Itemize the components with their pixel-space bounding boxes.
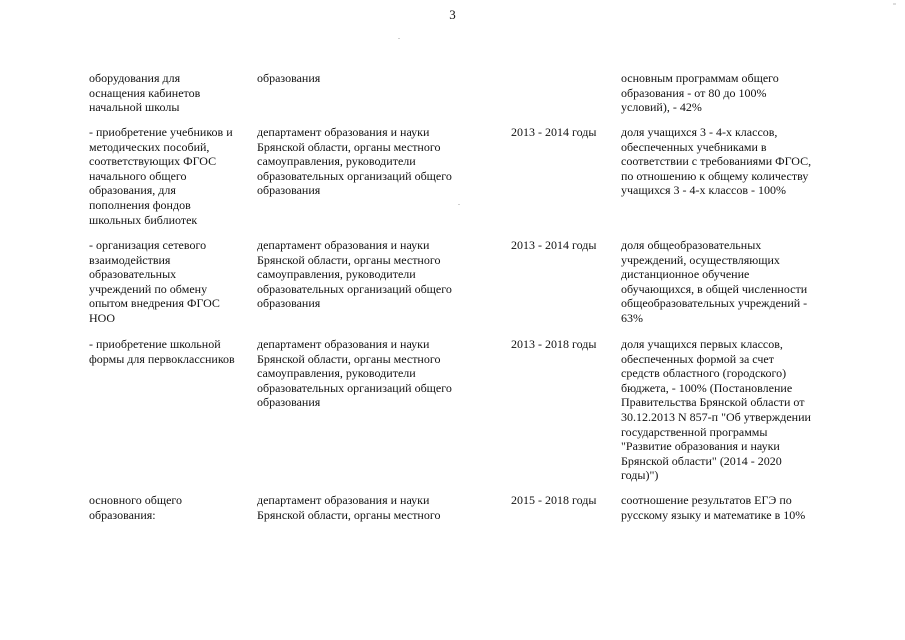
period-cell: 2013 - 2014 годы [511, 238, 597, 252]
indicator-cell: соотношение результатов ЕГЭ по русскому языку и математике в 10% [621, 493, 806, 522]
executor-cell: департамент образования и науки Брянской области, органы местного [257, 493, 441, 522]
indicator-cell: доля учащихся первых классов, обеспеченных формой за счет средств областного (городского) бюджета, - 100% (Постановление Правительства Брянской области от 30.12.2013 N 857-п "Об утверждении государственной программы "Развитие образования и науки Брянской области" (2014 - 2020 годы)") [621, 337, 811, 483]
page-number: 3 [449, 7, 456, 22]
period-cell: 2013 - 2018 годы [511, 337, 597, 351]
executor-cell: образования [257, 71, 321, 85]
measure-cell: - организация сетевого взаимодействия образовательных учреждений по обмену опытом внедрения ФГОС НОО [89, 238, 220, 325]
executor-cell: департамент образования и науки Брянской области, органы местного самоуправления, руководители образовательных организаций общего образования [257, 337, 452, 410]
measure-cell: - приобретение школьной формы для первоклассников [89, 337, 235, 366]
indicator-cell: доля общеобразовательных учреждений, осуществляющих дистанционное обучение обучающихся, в общей численности общеобразовательных учреждений - 63% [621, 238, 808, 325]
indicator-cell: доля учащихся 3 - 4-х классов, обеспеченных учебниками в соответствии с требованиями ФГОС, по отношению к общему количеству учащихся 3 - 4-х классов - 100% [621, 125, 812, 198]
scan-speck [398, 38, 400, 39]
period-cell: 2015 - 2018 годы [511, 493, 597, 507]
indicator-cell: основным программам общего образования - от 80 до 100% условий), - 42% [621, 71, 779, 115]
period-cell: 2013 - 2014 годы [511, 125, 597, 139]
measure-cell: оборудования для оснащения кабинетов начальной школы [89, 71, 201, 115]
scan-speck [893, 3, 896, 5]
measure-cell: основного общего образования: [89, 493, 183, 522]
measure-cell: - приобретение учебников и методических пособий, соответствующих ФГОС начального общего образования, для пополнения фондов школьных библиотек [89, 125, 233, 227]
executor-cell: департамент образования и науки Брянской области, органы местного самоуправления, руководители образовательных организаций общего образования [257, 238, 452, 311]
scan-speck [458, 204, 460, 205]
executor-cell: департамент образования и науки Брянской области, органы местного самоуправления, руководители образовательных организаций общего образования [257, 125, 452, 198]
